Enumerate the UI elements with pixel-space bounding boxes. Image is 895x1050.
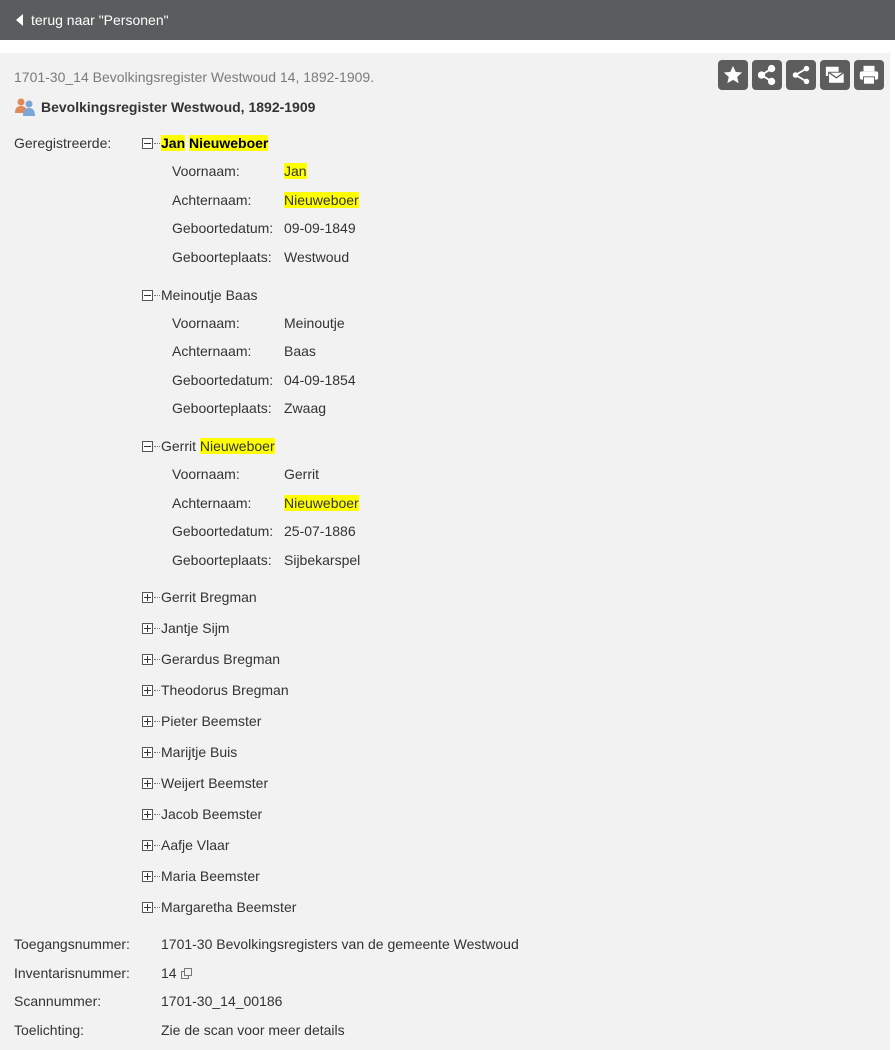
- person-node-meinoutje-baas[interactable]: [142, 287, 258, 303]
- person-name: Margaretha Beemster: [161, 899, 297, 915]
- person-name: Maria Beemster: [161, 868, 260, 884]
- scan-number-value: 1701-30_14_00186: [161, 993, 283, 1009]
- person-name: Jan Nieuweboer: [161, 135, 269, 151]
- person-name: Meinoutje Baas: [161, 287, 258, 303]
- top-bar: [0, 0, 895, 40]
- collapse-icon[interactable]: [142, 441, 153, 452]
- field-value: Sijbekarspel: [284, 552, 361, 568]
- person-node-collapsed[interactable]: [142, 744, 237, 760]
- person-node-collapsed[interactable]: [142, 589, 257, 605]
- field-value: Meinoutje: [284, 315, 345, 331]
- field-value: 04-09-1854: [284, 372, 356, 388]
- expand-icon[interactable]: [142, 747, 153, 758]
- field-label: Achternaam:: [172, 495, 252, 511]
- field-label: Geboorteplaats:: [172, 400, 272, 416]
- inventory-number-label: Inventarisnummer:: [14, 965, 130, 981]
- field-label: Voornaam:: [172, 163, 240, 179]
- caret-left-icon: [16, 14, 23, 26]
- field-value: Nieuweboer: [284, 192, 359, 208]
- back-link-label: terug naar "Personen": [31, 12, 169, 28]
- expand-icon[interactable]: [142, 871, 153, 882]
- field-value: Zwaag: [284, 400, 327, 416]
- share-icon: [790, 64, 812, 86]
- print-icon: [858, 64, 880, 86]
- person-name: Pieter Beemster: [161, 713, 262, 729]
- print-button[interactable]: [854, 60, 884, 90]
- person-name: Gerardus Bregman: [161, 651, 281, 667]
- field-value: 09-09-1849: [284, 220, 356, 236]
- access-number-value: 1701-30 Bevolkingsregisters van de gemeente Westwoud: [161, 936, 519, 952]
- field-value: Westwoud: [284, 249, 350, 265]
- person-name: Gerrit Nieuweboer: [161, 438, 275, 454]
- star-icon: [722, 64, 744, 86]
- field-label: Geboortedatum:: [172, 372, 274, 388]
- expand-icon[interactable]: [142, 685, 153, 696]
- person-name: Jantje Sijm: [161, 620, 230, 636]
- person-node-collapsed[interactable]: [142, 775, 268, 791]
- expand-icon[interactable]: [142, 840, 153, 851]
- field-value: Baas: [284, 343, 316, 359]
- person-node-collapsed[interactable]: [142, 899, 296, 915]
- field-label: Geboortedatum:: [172, 523, 274, 539]
- person-node-collapsed[interactable]: [142, 868, 260, 884]
- person-node-collapsed[interactable]: [142, 682, 289, 698]
- source-title: [14, 97, 315, 117]
- field-label: Geboorteplaats:: [172, 249, 272, 265]
- access-number-label: Toegangsnummer:: [14, 936, 130, 952]
- field-label: Geboorteplaats:: [172, 552, 272, 568]
- person-name: Weijert Beemster: [161, 775, 269, 791]
- expand-icon[interactable]: [142, 778, 153, 789]
- persons-icon: [14, 97, 36, 117]
- expand-icon[interactable]: [142, 654, 153, 665]
- email-button[interactable]: [820, 60, 850, 90]
- person-node-collapsed[interactable]: [142, 837, 229, 853]
- person-node-collapsed[interactable]: [142, 651, 280, 667]
- field-value: Nieuweboer: [284, 495, 359, 511]
- field-value: Gerrit: [284, 466, 319, 482]
- field-label: Voornaam:: [172, 466, 240, 482]
- person-name: Jacob Beemster: [161, 806, 263, 822]
- person-name: Gerrit Bregman: [161, 589, 257, 605]
- registered-label: Geregistreerde:: [14, 135, 112, 151]
- record-id-line: 1701-30_14 Bevolkingsregister Westwoud 14, 1892-1909.: [14, 69, 375, 85]
- scan-number-label: Scannummer:: [14, 993, 102, 1009]
- person-node-collapsed[interactable]: [142, 713, 261, 729]
- field-label: Achternaam:: [172, 192, 252, 208]
- expand-icon[interactable]: [142, 716, 153, 727]
- collapse-icon[interactable]: [142, 290, 153, 301]
- field-value: 25-07-1886: [284, 523, 356, 539]
- external-link-icon[interactable]: [181, 968, 192, 979]
- person-node-jan-nieuweboer[interactable]: [142, 135, 268, 151]
- person-node-gerrit-nieuweboer[interactable]: [142, 438, 275, 454]
- source-title-text: Bevolkingsregister Westwoud, 1892-1909: [41, 99, 316, 115]
- favorite-button[interactable]: [718, 60, 748, 90]
- expand-icon[interactable]: [142, 623, 153, 634]
- share-button[interactable]: [786, 60, 816, 90]
- share-network-icon: [756, 64, 778, 86]
- inventory-number-link[interactable]: 14: [161, 965, 192, 981]
- field-label: Voornaam:: [172, 315, 240, 331]
- explanation-label: Toelichting:: [14, 1022, 85, 1038]
- record-panel: [0, 53, 890, 1050]
- field-label: Geboortedatum:: [172, 220, 274, 236]
- field-label: Achternaam:: [172, 343, 252, 359]
- person-node-collapsed[interactable]: [142, 620, 229, 636]
- explanation-value: Zie de scan voor meer details: [161, 1022, 345, 1038]
- expand-icon[interactable]: [142, 592, 153, 603]
- person-name: Marijtje Buis: [161, 744, 238, 760]
- back-to-persons-link[interactable]: [0, 12, 169, 28]
- person-name: Theodorus Bregman: [161, 682, 289, 698]
- action-toolbar: [718, 60, 884, 90]
- expand-icon[interactable]: [142, 902, 153, 913]
- person-name: Aafje Vlaar: [161, 837, 230, 853]
- field-value: Jan: [284, 163, 307, 179]
- person-node-collapsed[interactable]: [142, 806, 262, 822]
- share-network-button[interactable]: [752, 60, 782, 90]
- expand-icon[interactable]: [142, 809, 153, 820]
- collapse-icon[interactable]: [142, 138, 153, 149]
- mail-icon: [824, 64, 846, 86]
